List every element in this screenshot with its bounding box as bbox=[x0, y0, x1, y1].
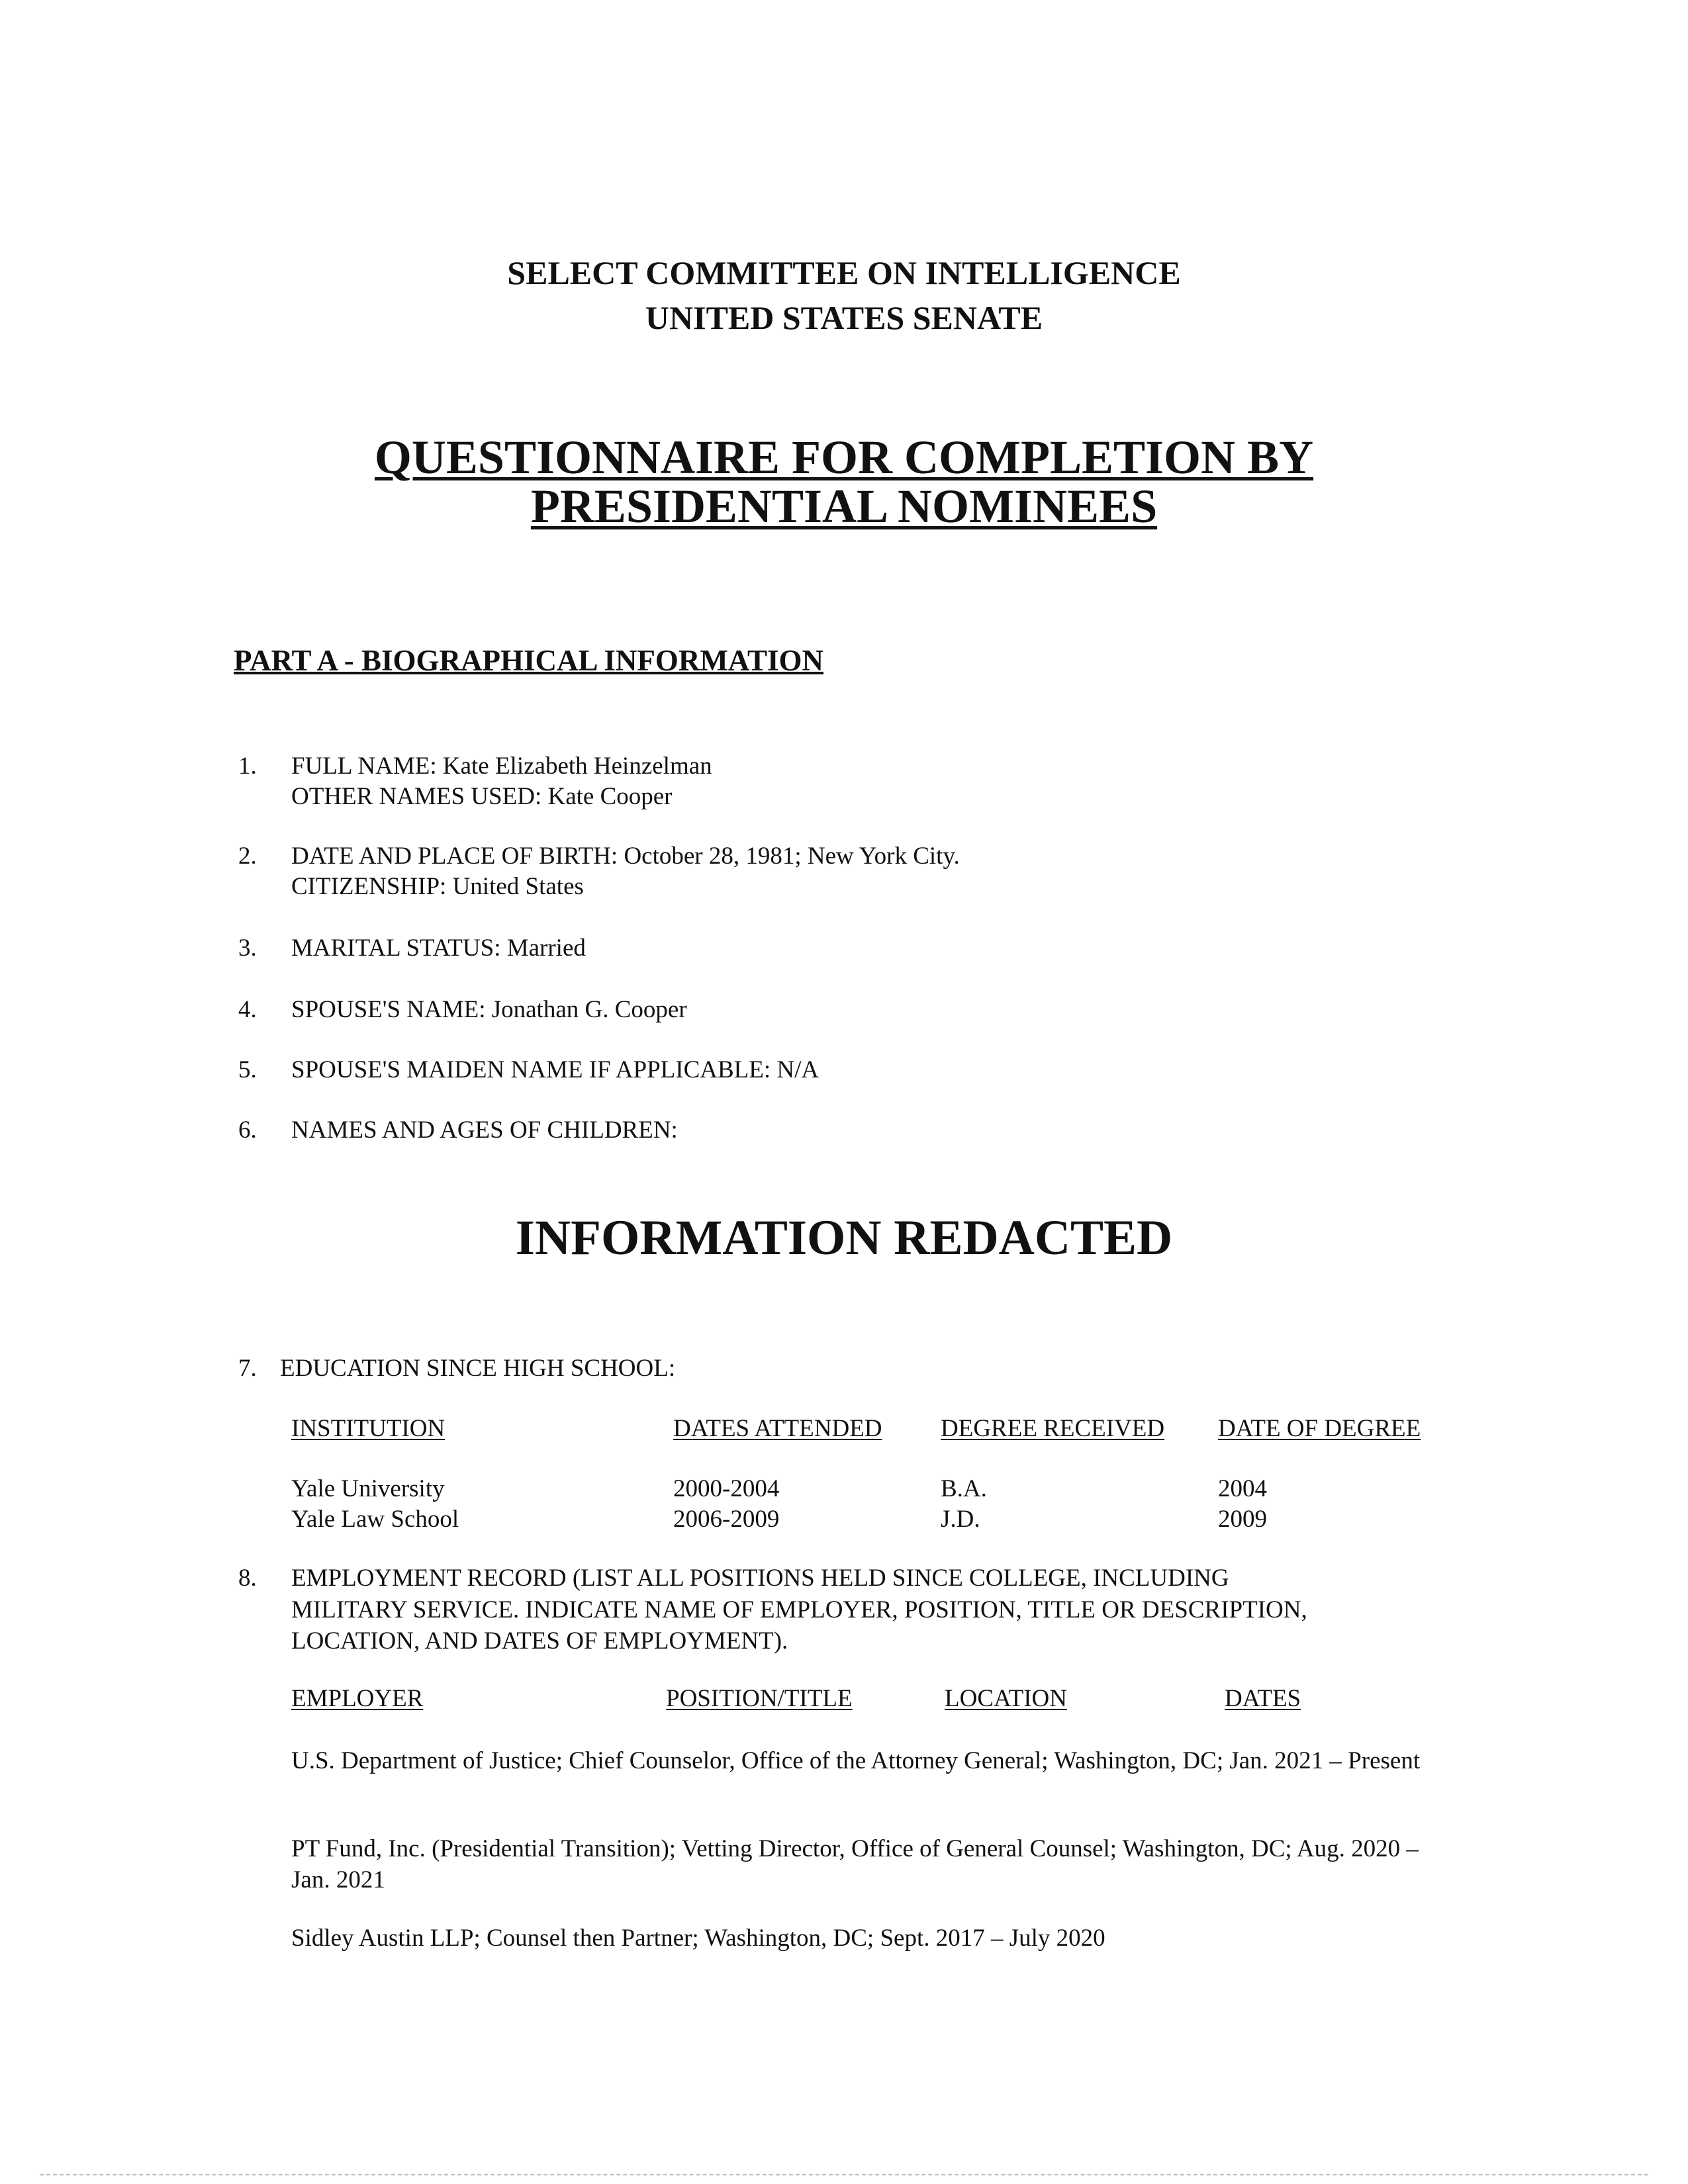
part-a-heading: PART A - BIOGRAPHICAL INFORMATION bbox=[234, 644, 823, 677]
column-header-location: LOCATION bbox=[945, 1685, 1067, 1712]
other-names: OTHER NAMES USED: Kate Cooper bbox=[291, 783, 673, 810]
degree-cell: B.A. bbox=[941, 1475, 987, 1502]
column-header-dates: DATES bbox=[1225, 1685, 1301, 1712]
degree-date-cell: 2004 bbox=[1218, 1475, 1267, 1502]
committee-name: SELECT COMMITTEE ON INTELLIGENCE bbox=[507, 254, 1181, 291]
full-name: FULL NAME: Kate Elizabeth Heinzelman bbox=[291, 752, 712, 780]
column-header-dates-attended: DATES ATTENDED bbox=[673, 1415, 882, 1442]
marital-status: MARITAL STATUS: Married bbox=[291, 934, 586, 962]
degree-cell: J.D. bbox=[941, 1506, 980, 1533]
item-number: 8. bbox=[238, 1565, 257, 1592]
scan-edge-divider bbox=[40, 2174, 1648, 2175]
column-header-institution: INSTITUTION bbox=[291, 1415, 445, 1442]
degree-date-cell: 2009 bbox=[1218, 1506, 1267, 1533]
column-header-date-of-degree: DATE OF DEGREE bbox=[1218, 1415, 1421, 1442]
citizenship: CITIZENSHIP: United States bbox=[291, 873, 584, 900]
dates-cell: 2006-2009 bbox=[673, 1506, 780, 1533]
item-number: 6. bbox=[238, 1116, 257, 1144]
spouse-name: SPOUSE'S NAME: Jonathan G. Cooper bbox=[291, 996, 687, 1023]
children-label: NAMES AND AGES OF CHILDREN: bbox=[291, 1116, 678, 1144]
item-number: 7. bbox=[238, 1355, 257, 1382]
column-header-employer: EMPLOYER bbox=[291, 1685, 424, 1712]
column-header-position: POSITION/TITLE bbox=[666, 1685, 853, 1712]
employment-heading-line2: MILITARY SERVICE. INDICATE NAME OF EMPLOYER, POSITION, TITLE OR DESCRIPTION, bbox=[291, 1596, 1307, 1623]
document-title-line2: PRESIDENTIAL NOMINEES bbox=[530, 480, 1158, 533]
item-number: 2. bbox=[238, 842, 257, 870]
employment-entry: U.S. Department of Justice; Chief Counselor, Office of the Attorney General; Washington, DC; Jan. 2021 – Present bbox=[291, 1747, 1421, 1774]
item-number: 4. bbox=[238, 996, 257, 1023]
education-heading: EDUCATION SINCE HIGH SCHOOL: bbox=[280, 1355, 676, 1382]
institution-cell: Yale University bbox=[291, 1475, 445, 1502]
employment-entry: PT Fund, Inc. (Presidential Transition); Vetting Director, Office of General Counsel; Washington, DC; Aug. 2020 – Jan. 2021 bbox=[291, 1835, 1419, 1893]
redacted-notice: INFORMATION REDACTED bbox=[515, 1210, 1173, 1265]
item-number: 3. bbox=[238, 934, 257, 962]
institution-cell: Yale Law School bbox=[291, 1506, 459, 1533]
dates-cell: 2000-2004 bbox=[673, 1475, 780, 1502]
employment-heading-line1: EMPLOYMENT RECORD (LIST ALL POSITIONS HELD SINCE COLLEGE, INCLUDING bbox=[291, 1565, 1229, 1592]
spouse-maiden-name: SPOUSE'S MAIDEN NAME IF APPLICABLE: N/A bbox=[291, 1056, 820, 1083]
employment-heading-line3: LOCATION, AND DATES OF EMPLOYMENT). bbox=[291, 1627, 788, 1655]
column-header-degree-received: DEGREE RECEIVED bbox=[941, 1415, 1165, 1442]
document-title-line1: QUESTIONNAIRE FOR COMPLETION BY bbox=[374, 431, 1314, 484]
item-number: 1. bbox=[238, 752, 257, 780]
employment-entry: Sidley Austin LLP; Counsel then Partner; Washington, DC; Sept. 2017 – July 2020 bbox=[291, 1925, 1105, 1952]
birth-info: DATE AND PLACE OF BIRTH: October 28, 1981; New York City. bbox=[291, 842, 960, 870]
senate-name: UNITED STATES SENATE bbox=[645, 299, 1043, 336]
item-number: 5. bbox=[238, 1056, 257, 1083]
